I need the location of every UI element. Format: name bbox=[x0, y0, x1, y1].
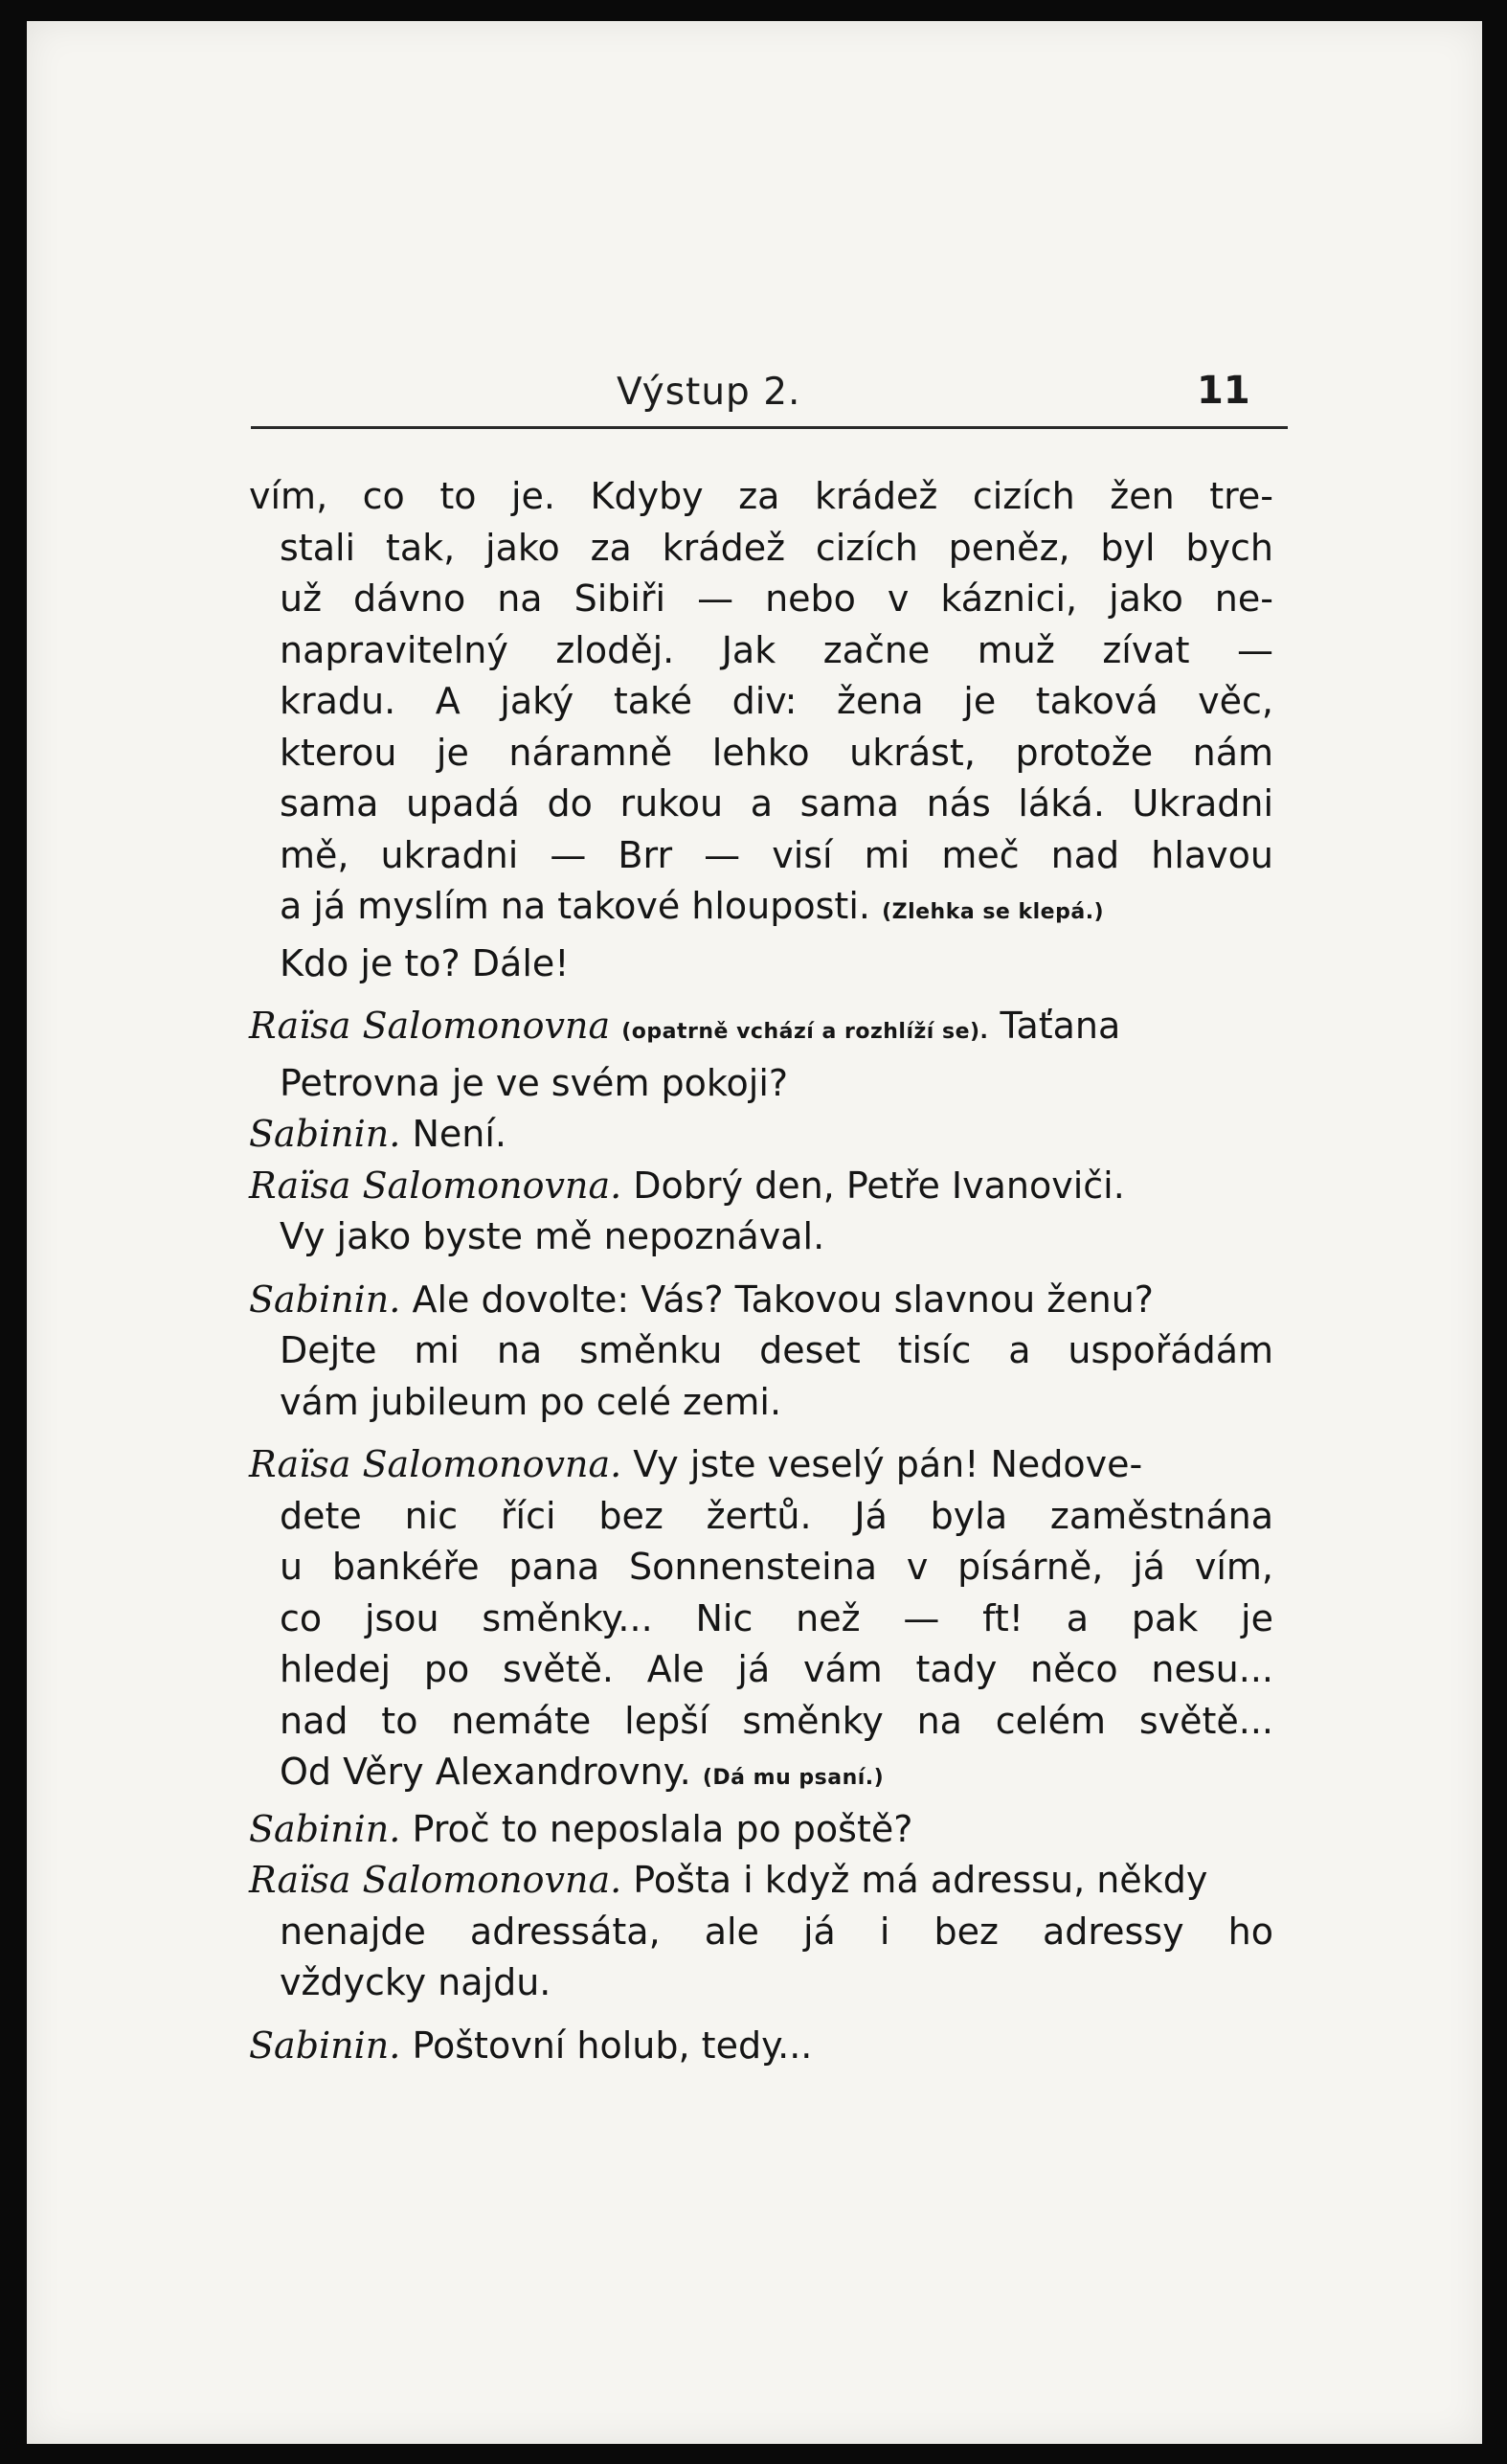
line-text: Dobrý den, Petře Ivanoviči. bbox=[633, 1164, 1125, 1207]
dialogue-line bbox=[249, 1275, 1273, 1326]
running-head: Výstup 2. bbox=[617, 371, 801, 414]
text-line: už dávno na Sibiři — nebo v káznici, jako ne- bbox=[280, 577, 1273, 620]
dialogue-line bbox=[249, 1161, 1273, 1212]
dialogue-line bbox=[249, 1001, 1273, 1058]
text-line: stali tak, jako za krádež cizích peněz, byl bych bbox=[280, 526, 1273, 569]
text-line bbox=[249, 881, 1273, 938]
text-line: hledej po světě. Ale já vám tady něco nesu... bbox=[280, 1648, 1273, 1690]
speaker-name: Sabinin. bbox=[249, 1113, 401, 1155]
line-text: Ale dovolte: Vás? Takovou slavnou ženu? bbox=[412, 1277, 1154, 1321]
speaker-name: Sabinin. bbox=[249, 1807, 401, 1850]
line-text: a já myslím na takové hlouposti. bbox=[280, 885, 870, 927]
dialogue-line bbox=[249, 1855, 1273, 1907]
page-number: 11 bbox=[1197, 369, 1250, 413]
text-line: nenajde adressáta, ale já i bez adressy ho bbox=[280, 1910, 1273, 1953]
page-header bbox=[27, 361, 1482, 428]
speaker-name: Raïsa Salomonovna bbox=[249, 1005, 611, 1047]
book-page bbox=[27, 21, 1482, 2444]
dialogue-line bbox=[249, 1804, 1273, 1856]
line-text: Poštovní holub, tedy... bbox=[412, 2023, 813, 2067]
speaker-name: Raïsa Salomonovna. bbox=[249, 1164, 622, 1207]
text-line: vím, co to je. Kdyby za krádež cizích žen tre- bbox=[249, 475, 1273, 517]
header-rule bbox=[251, 426, 1288, 429]
text-line: Petrovna je ve svém pokoji? bbox=[280, 1061, 789, 1104]
line-text: Proč to neposlala po poště? bbox=[412, 1807, 913, 1850]
dialogue-line bbox=[249, 1439, 1273, 1491]
speaker-name: Raïsa Salomonovna. bbox=[249, 1859, 622, 1901]
line-text: Od Věry Alexandrovny. bbox=[280, 1751, 691, 1793]
stage-direction: (Dá mu psaní.) bbox=[702, 1766, 885, 1790]
text-line bbox=[249, 1747, 1273, 1804]
dialogue-line bbox=[249, 2021, 1273, 2072]
text-line: dete nic říci bez žertů. Já byla zaměstnána bbox=[280, 1494, 1273, 1537]
text-line: nad to nemáte lepší směnky na celém světě... bbox=[280, 1699, 1273, 1742]
text-line: Dejte mi na směnku deset tisíc a uspořádám bbox=[280, 1329, 1273, 1371]
line-text: Není. bbox=[412, 1113, 506, 1155]
body-text bbox=[249, 471, 1273, 2071]
text-line: Kdo je to? Dále! bbox=[280, 941, 570, 984]
text-line: vždycky najdu. bbox=[280, 1961, 551, 2003]
text-line: kterou je náramně lehko ukrást, protože nám bbox=[280, 731, 1273, 774]
speaker-name: Raïsa Salomonovna. bbox=[249, 1443, 622, 1485]
text-line: sama upadá do rukou a sama nás láká. Ukradni bbox=[280, 782, 1273, 825]
text-line: vám jubileum po celé zemi. bbox=[280, 1380, 782, 1423]
stage-direction: (opatrně vchází a rozhlíží se). bbox=[621, 1020, 989, 1044]
stage-direction: (Zlehka se klepá.) bbox=[882, 900, 1105, 924]
text-line: Vy jako byste mě nepoznával. bbox=[280, 1215, 825, 1257]
text-line: napravitelný zloděj. Jak začne muž zívat — bbox=[280, 628, 1273, 671]
speaker-name: Sabinin. bbox=[249, 2023, 401, 2067]
text-line: mě, ukradni — Brr — visí mi meč nad hlavou bbox=[280, 833, 1273, 876]
text-line: kradu. A jaký také div: žena je taková věc, bbox=[280, 680, 1273, 722]
text-line: co jsou směnky... Nic než — ft! a pak je bbox=[280, 1596, 1273, 1639]
line-text: Taťana bbox=[1000, 1005, 1121, 1047]
line-text: Pošta i když má adressu, někdy bbox=[633, 1859, 1208, 1901]
line-text: Vy jste veselý pán! Nedove- bbox=[633, 1443, 1143, 1485]
text-line: u bankéře pana Sonnensteina v písárně, já vím, bbox=[280, 1546, 1273, 1588]
dialogue-line bbox=[249, 1109, 1273, 1161]
speaker-name: Sabinin. bbox=[249, 1277, 401, 1321]
